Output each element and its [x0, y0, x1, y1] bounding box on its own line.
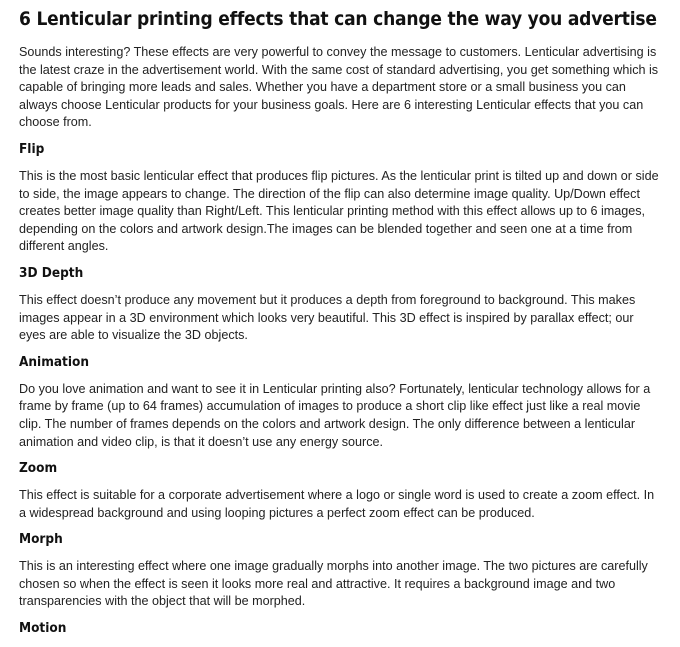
section-animation: [19, 353, 659, 451]
section-paragraph: This effect is suitable for a corporate advertisement where a logo or single word is used to create a zoom effect. In a widespread background and using looping pictures a perfect zoom effect can be produced.: [19, 488, 655, 520]
section-morph: [19, 530, 659, 611]
section-paragraph: Do you love animation and want to see it in Lenticular printing also? Fortunately, lenticular technology allows for a frame by frame (up to 64 frames) accumulation of images to produce a short clip like effect just like a real movie clip. The number of frames depends on the colors and artwork design. The only difference between a lenticular animation and video clip, is that it doesn’t use any energy source.: [19, 381, 651, 449]
section-flip: [19, 140, 659, 256]
section-heading: 3D Depth: [19, 264, 84, 281]
section-heading: Zoom: [19, 460, 58, 477]
section-3d-depth: [19, 264, 659, 345]
section-heading: Morph: [19, 531, 63, 548]
page-title: 6 Lenticular printing effects that can change the way you advertise: [19, 8, 657, 30]
section-paragraph: This is an interesting effect where one image gradually morphs into another image. The two pictures are carefully chosen so when the effect is seen it looks more real and attractive. It requires a background image and two transparencies with the object that will be morphed.: [19, 559, 648, 609]
section-paragraph: This is the most basic lenticular effect that produces flip pictures. As the lenticular print is tilted up and down or side to side, the image appears to change. The direction of the flip can also determine image quality. Up/Down effect creates better image quality than Right/Left. This lenticular printing method with this effect allows up to 6 images, depending on the colors and artwork design.The images can be blended together and seen one at a time from different angles.: [19, 168, 659, 254]
article: [19, 6, 659, 647]
intro-paragraph: Sounds interesting? These effects are very powerful to convey the message to customers. Lenticular advertising is the latest craze in the advertisement world. With the same cost of standard advertising, you get something which is capable of bringing more leads and sales. Whether you have a department store or a small business you can always choose Lenticular products for your business goals. Here are 6 interesting Lenticular effects that you can choose from.: [19, 45, 659, 130]
section-heading: Motion: [19, 620, 67, 637]
section-heading: Animation: [19, 353, 90, 370]
section-zoom: [19, 459, 659, 522]
section-motion: [19, 619, 659, 637]
section-heading: Flip: [19, 140, 45, 157]
section-paragraph: This effect doesn’t produce any movement but it produces a depth from foreground to background. This makes images appear in a 3D environment which looks very beautiful. This 3D effect is inspired by parallax effect; our eyes are able to visualize the 3D objects.: [19, 292, 636, 343]
